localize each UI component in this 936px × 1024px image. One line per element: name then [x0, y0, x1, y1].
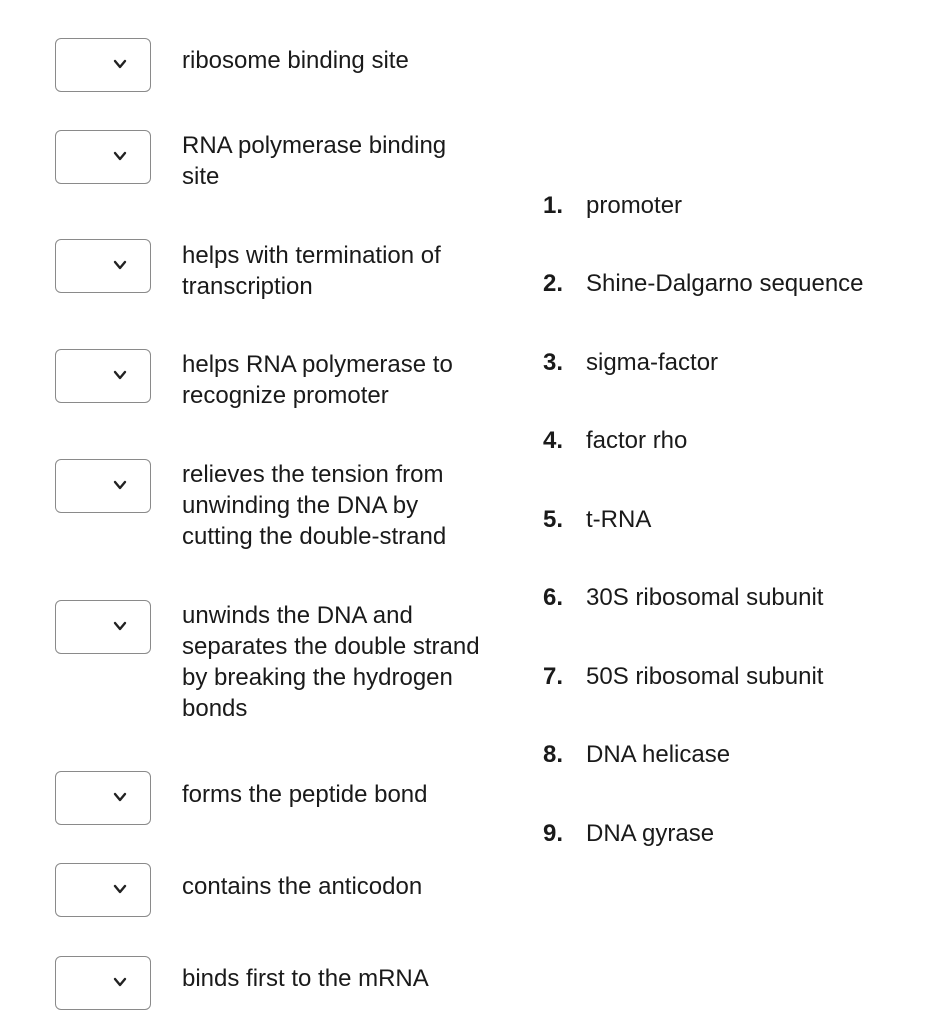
- option-number: 6.: [543, 584, 564, 611]
- chevron-down-icon: [112, 881, 128, 897]
- option-number: 9.: [543, 820, 564, 847]
- option-number: 2.: [543, 270, 564, 297]
- match-description: [182, 963, 522, 994]
- option-label: promoter: [586, 192, 683, 219]
- answer-select[interactable]: [55, 349, 151, 403]
- chevron-down-icon: [112, 789, 128, 805]
- option-label: DNA helicase: [586, 741, 731, 768]
- option-item: [543, 190, 682, 221]
- option-number: 5.: [543, 506, 564, 533]
- option-item: [543, 268, 864, 299]
- match-description: [182, 871, 522, 902]
- chevron-down-icon: [112, 477, 128, 493]
- answer-select[interactable]: [55, 38, 151, 92]
- description-line: separates the double strand: [182, 633, 480, 660]
- answer-select[interactable]: [55, 130, 151, 184]
- option-item: [543, 818, 714, 849]
- chevron-down-icon: [112, 56, 128, 72]
- answer-select[interactable]: [55, 771, 151, 825]
- option-number: 7.: [543, 663, 564, 690]
- option-number: 1.: [543, 192, 564, 219]
- option-label: factor rho: [586, 427, 688, 454]
- option-label: 30S ribosomal subunit: [586, 584, 824, 611]
- option-item: [543, 347, 718, 378]
- description-line: cutting the double-strand: [182, 523, 447, 550]
- description-line: unwinding the DNA by: [182, 492, 419, 519]
- description-line: unwinds the DNA and: [182, 602, 413, 629]
- description-line: transcription: [182, 273, 313, 300]
- option-item: [543, 739, 730, 770]
- description-line: helps with termination of: [182, 242, 441, 269]
- match-description: [182, 130, 522, 192]
- chevron-down-icon: [112, 618, 128, 634]
- option-number: 4.: [543, 427, 564, 454]
- answer-select[interactable]: [55, 863, 151, 917]
- chevron-down-icon: [112, 148, 128, 164]
- description-line: binds first to the mRNA: [182, 965, 429, 992]
- description-line: RNA polymerase binding: [182, 132, 447, 159]
- description-line: ribosome binding site: [182, 47, 409, 74]
- description-line: bonds: [182, 695, 248, 722]
- option-label: sigma-factor: [586, 349, 719, 376]
- description-line: by breaking the hydrogen: [182, 664, 453, 691]
- option-item: [543, 661, 823, 692]
- description-line: site: [182, 163, 220, 190]
- description-line: helps RNA polymerase to: [182, 351, 453, 378]
- description-line: forms the peptide bond: [182, 781, 428, 808]
- match-description: [182, 459, 522, 552]
- option-label: Shine-Dalgarno sequence: [586, 270, 864, 297]
- match-description: [182, 349, 522, 411]
- match-description: [182, 240, 522, 302]
- option-item: [543, 425, 687, 456]
- answer-select[interactable]: [55, 956, 151, 1010]
- description-line: contains the anticodon: [182, 873, 423, 900]
- match-description: [182, 600, 522, 724]
- answer-select[interactable]: [55, 239, 151, 293]
- option-label: DNA gyrase: [586, 820, 715, 847]
- answer-select[interactable]: [55, 459, 151, 513]
- option-item: [543, 504, 651, 535]
- description-line: relieves the tension from: [182, 461, 444, 488]
- answer-select[interactable]: [55, 600, 151, 654]
- description-line: recognize promoter: [182, 382, 389, 409]
- option-label: t-RNA: [586, 506, 652, 533]
- option-number: 3.: [543, 349, 564, 376]
- match-description: [182, 779, 522, 810]
- option-label: 50S ribosomal subunit: [586, 663, 824, 690]
- chevron-down-icon: [112, 974, 128, 990]
- option-item: [543, 582, 823, 613]
- match-description: [182, 45, 522, 76]
- chevron-down-icon: [112, 257, 128, 273]
- chevron-down-icon: [112, 367, 128, 383]
- option-number: 8.: [543, 741, 564, 768]
